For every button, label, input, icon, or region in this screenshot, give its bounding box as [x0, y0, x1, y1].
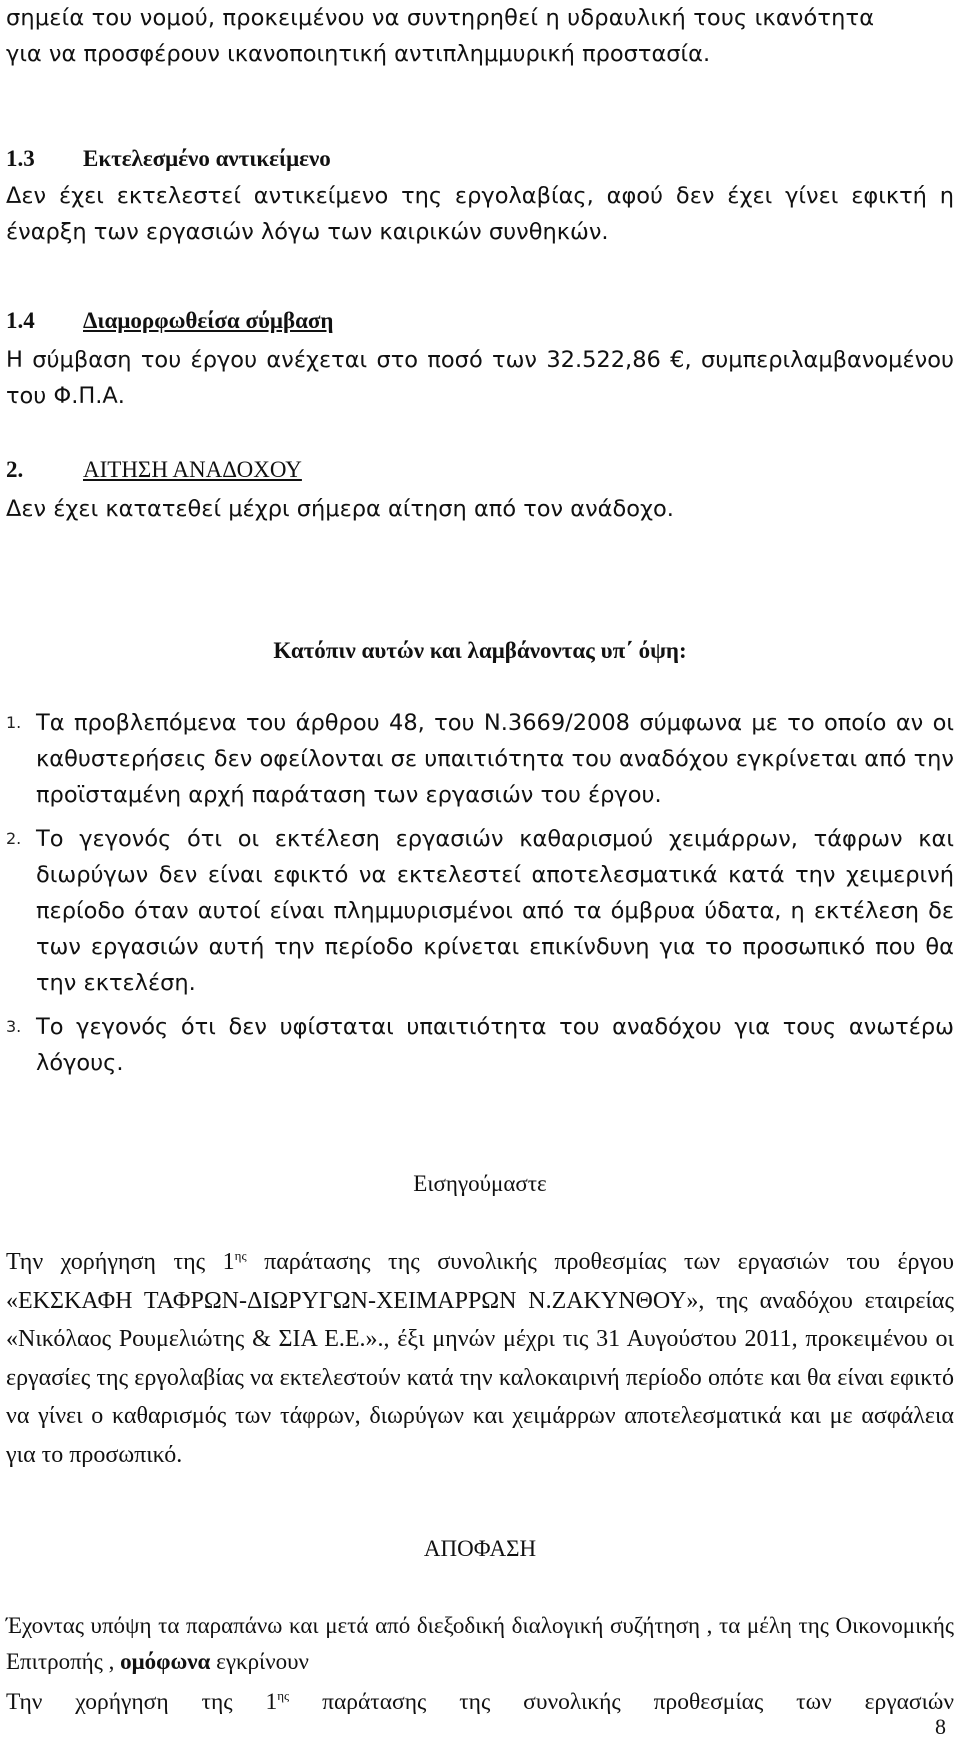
- final-text-rest: παράτασης της συνολικής προθεσμίας των εργασιών: [289, 1689, 954, 1715]
- list-marker: 1.: [6, 713, 22, 732]
- decision-unanimous: ομόφωνα: [120, 1649, 211, 1674]
- final-ordinal-suffix: ης: [277, 1688, 290, 1703]
- section-1-4: [6, 304, 954, 414]
- list-item-text: Το γεγονός ότι οι εκτέλεση εργασιών καθαρισμού χειμάρρων, τάφρων και διωρύγων δεν είναι εφικτό να εκτελεστεί αποτελεσματικά κατά την χειμερινή περίοδο όταν αυτοί είναι πλημμυρισμένοι από τα όμβρυα ύδατα, η εκτέλεση δε των εργασιών αυτή την περίοδο κρίνεται επικίνδυνη για το προσωπικό που θα την εκτελέση.: [36, 826, 954, 996]
- intro-line-2: για να προσφέρουν ικανοποιητική αντιπλημμυρική προστασία.: [6, 41, 711, 67]
- recommend-heading: Εισηγούμαστε: [413, 1171, 547, 1196]
- section-1-4-number: 1.4: [6, 308, 35, 333]
- consideration-heading: Κατόπιν αυτών και λαμβάνοντας υπ΄ όψη:: [273, 638, 687, 663]
- recommendation-paragraph: [6, 1243, 954, 1475]
- section-1-3: [6, 142, 954, 250]
- list-item: [6, 1009, 954, 1081]
- section-2-body: Δεν έχει κατατεθεί μέχρι σήμερα αίτηση από τον ανάδοχο.: [6, 496, 674, 522]
- considerations-list: [6, 705, 954, 1081]
- decision-text-start: Έχοντας υπόψη τα παραπάνω και μετά από διεξοδική διαλογική συζήτηση , τα μέλη της Οικονομικής Επιτροπής ,: [6, 1613, 954, 1674]
- list-item: [6, 821, 954, 1001]
- section-2-heading: [6, 453, 954, 487]
- section-1-4-heading: [6, 304, 954, 338]
- recommendation-text-rest: παράτασης της συνολικής προθεσμίας των εργασιών του έργου «ΕΚΣΚΑΦΗ ΤΑΦΡΩΝ-ΔΙΩΡΥΓΩΝ-ΧΕΙΜΑΡΡΩΝ Ν.ΖΑΚΥΝΘΟΥ», της αναδόχου εταιρείας «Νικόλαος Ρουμελιώτης & ΣΙΑ Ε.Ε.»., έξι μηνών μέχρι τις 31 Αυγούστου 2011, προκειμένου οι εργασίες της εργολαβίας να εκτελεστούν κατά την καλοκαιρινή περίοδο οπότε και θα είναι εφικτό να γίνει ο καθαρισμός των τάφρων, διωρύγων και χειμάρρων αποτελεσματικά και με ασφάλεια για το προσωπικό.: [6, 1249, 954, 1468]
- section-1-4-body: Η σύμβαση του έργου ανέχεται στο ποσό των 32.522,86 €, συμπεριλαμβανομένου του Φ.Π.Α.: [6, 347, 954, 409]
- page-number: 8: [935, 1714, 946, 1739]
- list-item-text: Το γεγονός ότι δεν υφίσταται υπαιτιότητα του αναδόχου για τους ανωτέρω λόγους.: [36, 1014, 954, 1076]
- list-item-text: Τα προβλεπόμενα του άρθρου 48, του Ν.3669/2008 σύμφωνα με το οποίο αν οι καθυστερήσεις δεν οφείλονται σε υπαιτιότητα του αναδόχου εγκρίνεται από την προϊσταμένη αρχή παράταση των εργασιών του έργου.: [36, 710, 954, 808]
- section-1-3-body: Δεν έχει εκτελεστεί αντικείμενο της εργολαβίας, αφού δεν έχει γίνει εφικτή η έναρξη των εργασιών λόγω των καιρικών συνθηκών.: [6, 183, 954, 245]
- section-1-3-number: 1.3: [6, 146, 35, 171]
- decision-heading: ΑΠΟΦΑΣΗ: [423, 1536, 537, 1561]
- decision-paragraph: [6, 1608, 954, 1680]
- section-1-4-title: Διαμορφωθείσα σύμβαση: [83, 308, 334, 333]
- list-item: [6, 705, 954, 813]
- section-1-3-title: Εκτελεσμένο αντικείμενο: [83, 146, 331, 171]
- final-text-start: Την χορήγηση της 1: [6, 1689, 278, 1715]
- decision-text-end: εγκρίνουν: [210, 1649, 309, 1674]
- final-line: [6, 1684, 954, 1720]
- recommendation-ordinal-suffix: ης: [234, 1248, 247, 1263]
- section-2-number: 2.: [6, 457, 24, 482]
- section-2-title: ΑΙΤΗΣΗ ΑΝΑΔΟΧΟΥ: [83, 457, 302, 482]
- list-marker: 2.: [6, 829, 22, 848]
- intro-paragraph: [6, 0, 954, 72]
- intro-line-1: σημεία του νομού, προκειμένου να συντηρηθεί η υδραυλική τους ικανότητα: [6, 5, 875, 31]
- section-2: [6, 453, 954, 527]
- recommendation-text-start: Την χορήγηση της 1: [6, 1249, 235, 1275]
- list-marker: 3.: [6, 1017, 22, 1036]
- section-1-3-heading: [6, 142, 954, 176]
